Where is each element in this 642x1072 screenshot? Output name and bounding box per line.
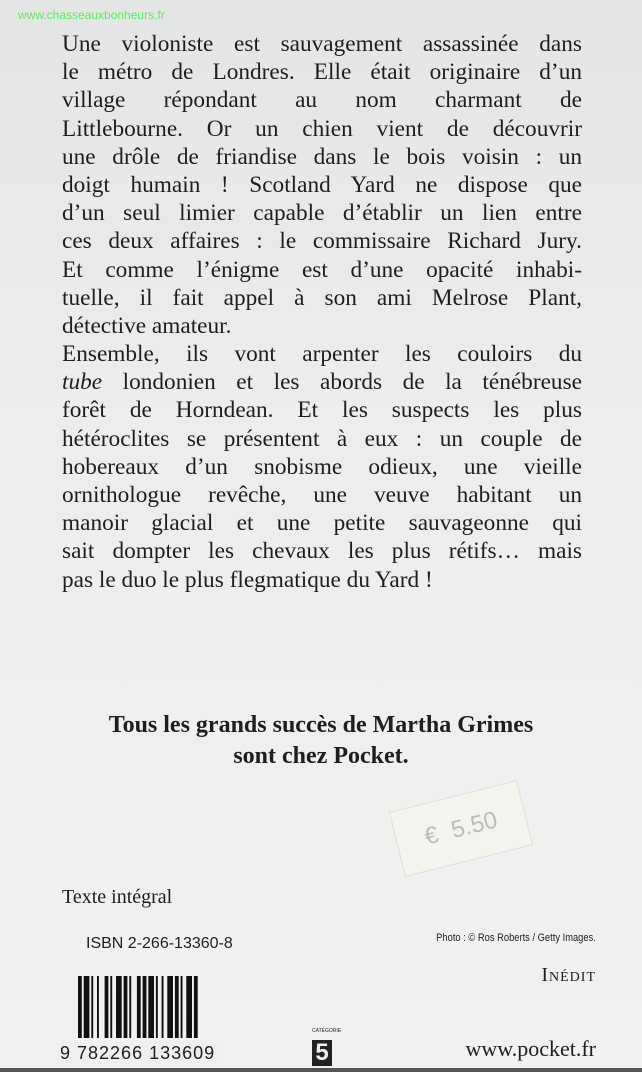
website: www.pocket.fr bbox=[465, 1036, 596, 1061]
price-currency: € bbox=[421, 820, 442, 851]
blurb-line bbox=[62, 368, 582, 396]
barcode-bar bbox=[162, 976, 164, 1038]
barcode-bar bbox=[143, 976, 147, 1038]
price-amount: 5.50 bbox=[448, 805, 501, 844]
barcode-bar bbox=[84, 976, 90, 1038]
blurb-line: Et comme l’énigme est d’une opacité inhabi- bbox=[62, 256, 582, 283]
blurb-line: le métro de Londres. Elle était originaire d’un bbox=[62, 59, 582, 86]
barcode-bar bbox=[110, 976, 112, 1038]
barcode-bar bbox=[129, 976, 131, 1038]
barcode-bar bbox=[97, 976, 99, 1038]
cover-edge bbox=[0, 1068, 642, 1072]
blurb-line: sait dompter les chevaux les plus rétifs… mais bbox=[62, 538, 582, 565]
texte-integral: Texte intégral bbox=[62, 886, 173, 908]
barcode-bar bbox=[78, 976, 82, 1038]
barcode bbox=[78, 976, 253, 1038]
inedit-label: Inédit bbox=[541, 964, 596, 986]
blurb-line: détective amateur. bbox=[62, 312, 232, 339]
barcode-bar bbox=[167, 976, 173, 1038]
photo-credit: Photo : © Ros Roberts / Getty Images. bbox=[436, 932, 596, 944]
blurb bbox=[62, 30, 582, 594]
barcode-bar bbox=[175, 976, 179, 1038]
barcode-bar bbox=[137, 976, 141, 1038]
barcode-bar bbox=[148, 976, 154, 1038]
categorie-label: CATÉGORIE bbox=[312, 1028, 342, 1034]
categorie-value: 5 bbox=[312, 1040, 332, 1066]
isbn: ISBN 2-266-13360-8 bbox=[86, 935, 233, 952]
barcode-bar bbox=[181, 976, 183, 1038]
blurb-line: ornithologue revêche, une veuve habitant un bbox=[62, 482, 582, 508]
barcode-bar bbox=[105, 976, 109, 1038]
barcode-bar bbox=[116, 976, 122, 1038]
blurb-line: manoir glacial et une petite sauvageonne qui bbox=[62, 510, 582, 537]
blurb-line: pas le duo le plus flegmatique du Yard ! bbox=[62, 566, 433, 593]
blurb-line: tuelle, il fait appel à son ami Melrose Plant, bbox=[62, 284, 582, 311]
tagline-line: sont chez Pocket. bbox=[233, 743, 409, 769]
barcode-bar bbox=[186, 976, 192, 1038]
blurb-line: Littlebourne. Or un chien vient de découvrir bbox=[62, 115, 582, 142]
blurb-line: ces deux affaires : le commissaire Richard Jury. bbox=[62, 228, 582, 255]
barcode-bar bbox=[156, 976, 158, 1038]
tagline-line: Tous les grands succès de Martha Grimes bbox=[108, 712, 534, 738]
tagline bbox=[0, 710, 642, 772]
blurb-line: une drôle de friandise dans le bois voisin : un bbox=[62, 143, 582, 170]
blurb-line: forêt de Horndean. Et les suspects les plus bbox=[62, 397, 582, 424]
ean-number: 9 782266 133609 bbox=[60, 1043, 216, 1063]
barcode-bar bbox=[91, 976, 93, 1038]
blurb-line: doigt humain ! Scotland Yard ne dispose que bbox=[62, 171, 582, 198]
barcode-bar bbox=[124, 976, 128, 1038]
italic-word: tube bbox=[62, 369, 103, 396]
blurb-line-rest: londonien et les abords de la ténébreuse bbox=[122, 369, 582, 396]
blurb-line: village répondant au nom charmant de bbox=[62, 87, 582, 114]
blurb-line: hobereaux d’un snobisme odieux, une vieille bbox=[62, 453, 582, 480]
blurb-line: hétéroclites se présentent à eux : un couple de bbox=[62, 425, 582, 452]
blurb-line: d’un seul limier capable d’établir un lien entre bbox=[62, 200, 582, 227]
barcode-bar bbox=[194, 976, 198, 1038]
watermark: www.chasseauxbonheurs.fr bbox=[18, 8, 165, 22]
blurb-line: Une violoniste est sauvagement assassinée dans bbox=[62, 31, 582, 57]
blurb-line: Ensemble, ils vont arpenter les couloirs du bbox=[62, 341, 582, 368]
